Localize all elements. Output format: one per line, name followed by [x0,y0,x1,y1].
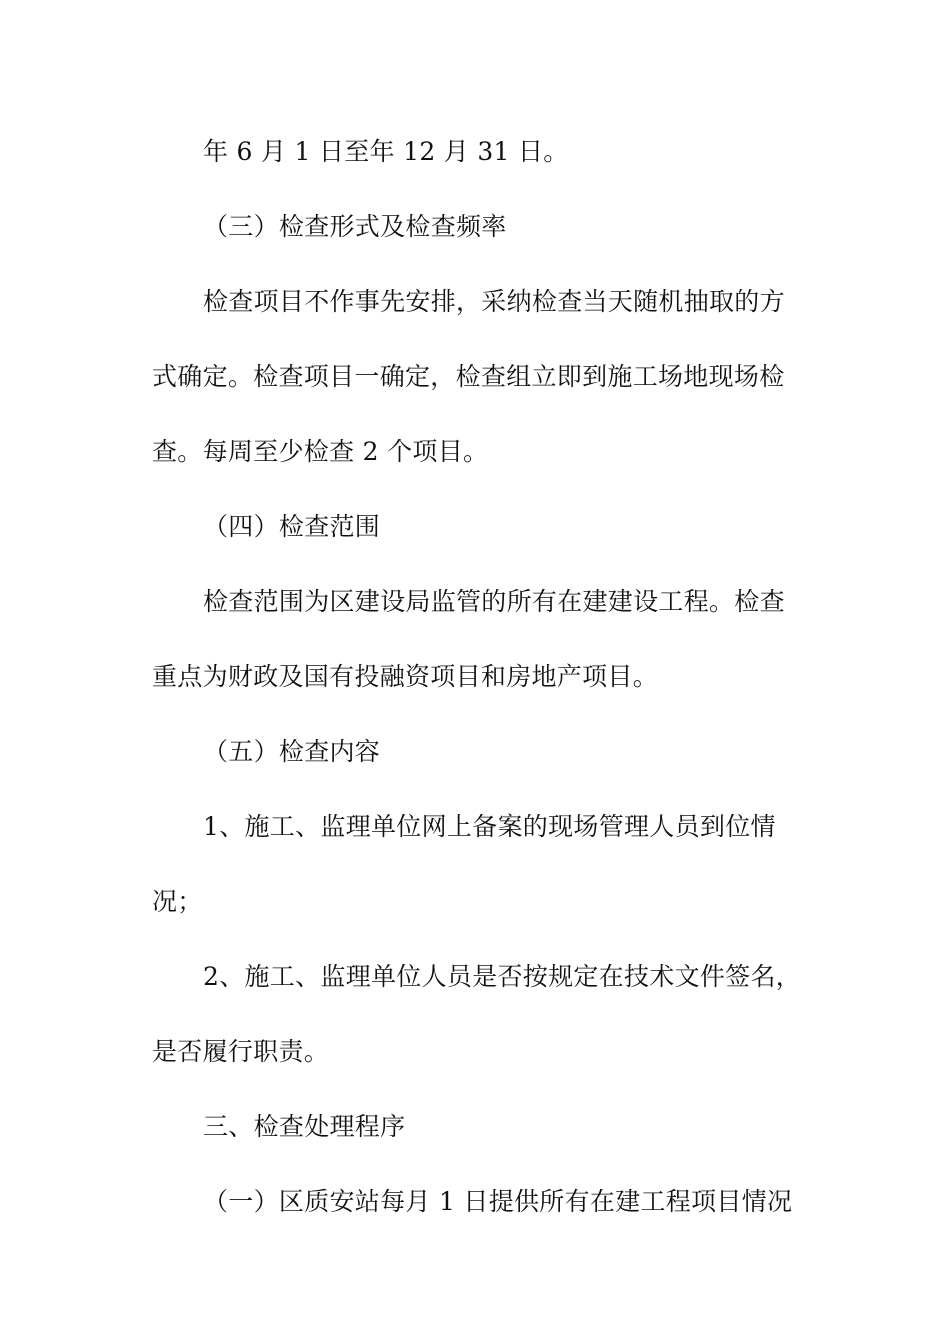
paragraph-line: 式确定。检查项目一确定，检查组立即到施工场地现场检 [152,362,785,391]
paragraph-line: 检查项目不作事先安排，采纳检查当天随机抽取的方 [203,287,785,316]
section-heading: （三）检查形式及检查频率 [203,212,507,241]
section-heading: 三、检查处理程序 [203,1112,406,1141]
paragraph-line: （一）区质安站每月 1 日提供所有在建工程项目情况 [203,1187,793,1216]
paragraph-line: 年 6 月 1 日至年 12 月 31 日。 [203,137,569,166]
list-item: 2、施工、监理单位人员是否按规定在技术文件签名， [203,962,802,991]
paragraph-line: 查。每周至少检查 2 个项目。 [152,437,489,466]
section-heading: （五）检查内容 [203,737,381,766]
list-item-continuation: 况； [152,887,203,916]
list-item-continuation: 是否履行职责。 [152,1037,330,1066]
paragraph-line: 检查范围为区建设局监管的所有在建建设工程。检查 [203,587,785,616]
paragraph-line: 重点为财政及国有投融资项目和房地产项目。 [152,662,659,691]
list-item: 1、施工、监理单位网上备案的现场管理人员到位情 [203,812,776,841]
section-heading: （四）检查范围 [203,512,381,541]
